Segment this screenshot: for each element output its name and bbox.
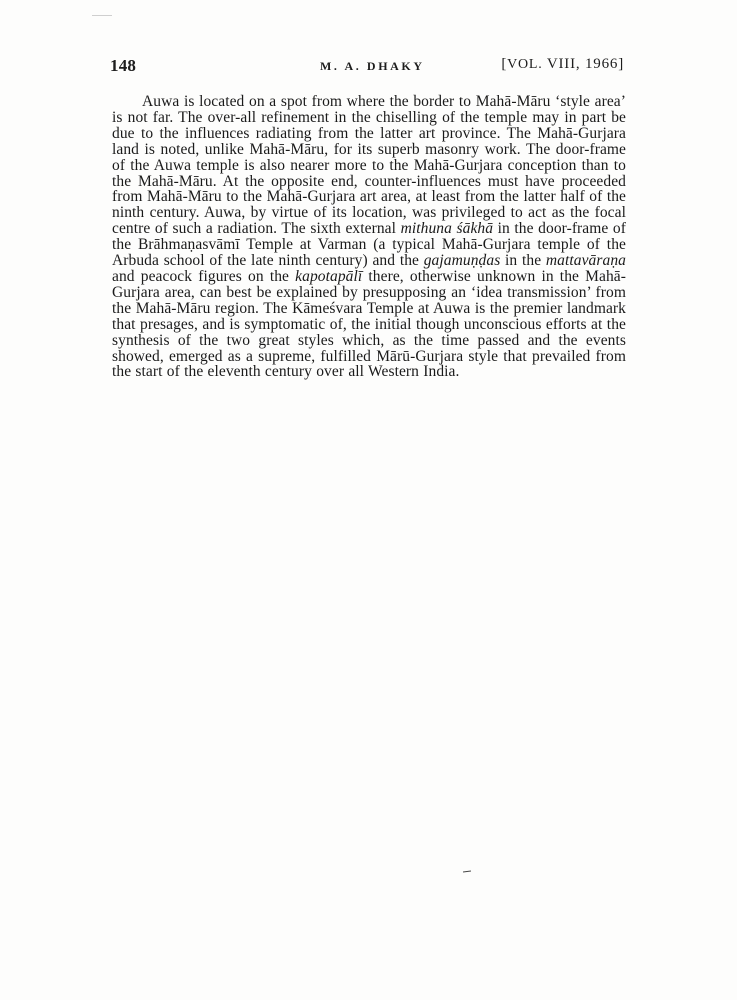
volume-number: VIII, 1966] [546, 56, 624, 72]
volume-bracket: [ [501, 56, 508, 72]
paragraph-text: there, otherwise unknown in the Mahā-Gurjara area, can best be explained by presupposing an ‘idea transmission’ from the Mahā-Māru region. The Kāmeśvara Temple at Auwa is the premier landmark that presages, and is symptomatic of, the initial though unconscious efforts at the synthesis of the two great styles which, as the time passed and the events showed, emerged as a supreme, fulfilled Mārū-Gurjara style that prevailed from the start of the eleventh century over all Western India. [112, 267, 626, 381]
running-head-author: M. A. DHAKY [320, 59, 425, 73]
italic-term: mithuna śākhā [400, 220, 494, 238]
scan-artifact [463, 870, 471, 872]
paragraph-text: in the [500, 252, 546, 270]
page-number: 148 [110, 56, 137, 75]
running-header [110, 56, 624, 76]
italic-term: mattavāraṇa [545, 252, 626, 270]
volume-reference [501, 56, 624, 73]
scan-artifact [92, 15, 112, 16]
paragraph-text: and peacock figures on the [112, 267, 296, 285]
italic-term: kapotapālī [295, 267, 363, 285]
body-paragraph [112, 94, 626, 380]
volume-label: VOL. [507, 57, 543, 72]
paragraph-text: in the door-frame of the Brāhmaṇasvāmī Temple at Varman (a typical Mahā-Gurjara temple of the Arbuda school of the late ninth century) and the [112, 220, 626, 270]
italic-term: gajamuṇḍas [423, 252, 501, 270]
paragraph-text: Auwa is located on a spot from where the border to Mahā-Māru ‘style area’ is not far. The over-all refinement in the chiselling of the temple may in part be due to the influences radiating from the latter art province. The Mahā-Gurjara land is noted, unlike Mahā-Māru, for its superb masonry work. The door-frame of the Auwa temple is also nearer more to the Mahā-Gurjara conception than to the Mahā-Māru. At the opposite end, counter-influences must have proceeded from Mahā-Māru to the Mahā-Gurjara art area, at least from the latter half of the ninth century. Auwa, by virtue of its location, was privileged to act as the focal centre of such a radiation. The sixth external [112, 93, 626, 238]
